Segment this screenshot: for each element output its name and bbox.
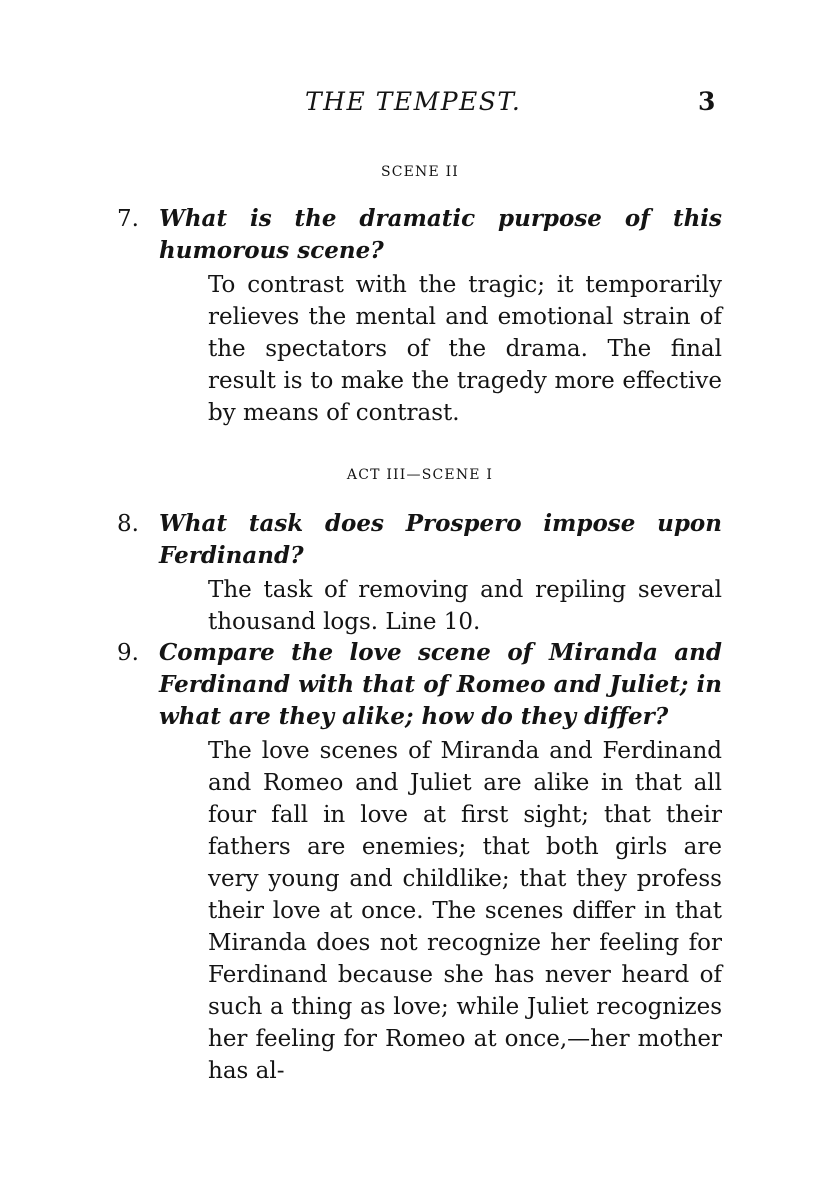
- question-text: What task does Prospero impose upon Ferdinand?: [159, 510, 722, 569]
- question-text: Compare the love scene of Miranda and Ferdinand with that of Romeo and Juliet; in what are they alike; how do they differ?: [159, 639, 722, 730]
- question-text: What is the dramatic purpose of this humorous scene?: [159, 205, 722, 264]
- answer-text: The love scenes of Miranda and Ferdinand and Romeo and Juliet are alike in that all four fall in love at first sight; that their fathers are enemies; that both girls are very young and childlike; that they profess their love at once. The scenes differ in that Miranda does not recognize her feeling for Ferdinand because she has never heard of such a thing as love; while Juliet recognizes her feeling for Romeo at once,—her mother has al-: [208, 738, 722, 1084]
- question-item: [117, 637, 722, 1087]
- running-title: THE TEMPEST.: [305, 87, 522, 116]
- question-item: [117, 508, 722, 638]
- section-heading: ACT III—SCENE I: [346, 467, 494, 483]
- answer-text: To contrast with the tragic; it temporarily relieves the mental and emotional strain of the spectators of the drama. The final result is to make the tragedy more effective by means of contrast.: [208, 272, 722, 426]
- question-number: 7.: [117, 206, 139, 232]
- section-heading: SCENE II: [380, 164, 460, 180]
- question-item: [117, 203, 722, 429]
- page-number: 3: [698, 87, 716, 116]
- question-number: 8.: [117, 511, 139, 537]
- question-number: 9.: [117, 640, 139, 666]
- answer-text: The task of removing and repiling several thousand logs. Line 10.: [208, 577, 722, 635]
